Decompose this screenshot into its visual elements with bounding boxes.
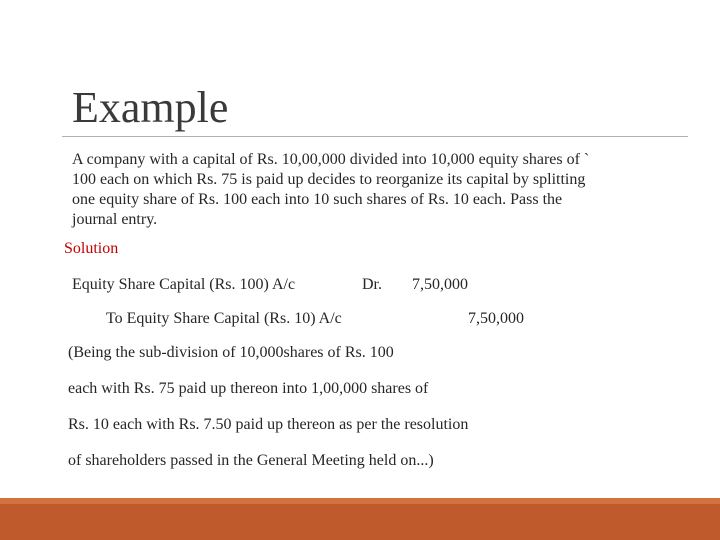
problem-line: 100 each on which Rs. 75 is paid up decides to reorganize its capital by splitting	[72, 171, 586, 188]
footer-band	[0, 498, 720, 540]
credit-account: To Equity Share Capital (Rs. 10) A/c	[106, 310, 342, 327]
debit-account: Equity Share Capital (Rs. 100) A/c	[72, 276, 296, 293]
credit-amount: 7,50,000	[468, 310, 524, 327]
narration-line: of shareholders passed in the General Meeting held on...)	[68, 452, 434, 469]
solution-label: Solution	[64, 240, 119, 257]
title-divider	[62, 136, 688, 137]
debit-dr-marker: Dr.	[362, 276, 382, 293]
footer-band-highlight	[0, 498, 720, 504]
narration-line: (Being the sub-division of 10,000shares of Rs. 100	[68, 344, 394, 361]
narration-line: each with Rs. 75 paid up thereon into 1,00,000 shares of	[68, 380, 429, 397]
problem-line: A company with a capital of Rs. 10,00,000 divided into 10,000 equity shares of `	[72, 151, 590, 168]
problem-statement	[72, 150, 672, 230]
problem-line: journal entry.	[72, 211, 158, 228]
narration-line: Rs. 10 each with Rs. 7.50 paid up thereon as per the resolution	[68, 416, 469, 433]
slide-title: Example	[72, 83, 229, 132]
problem-line: one equity share of Rs. 100 each into 10 such shares of Rs. 10 each. Pass the	[72, 191, 563, 208]
debit-amount: 7,50,000	[412, 276, 468, 293]
